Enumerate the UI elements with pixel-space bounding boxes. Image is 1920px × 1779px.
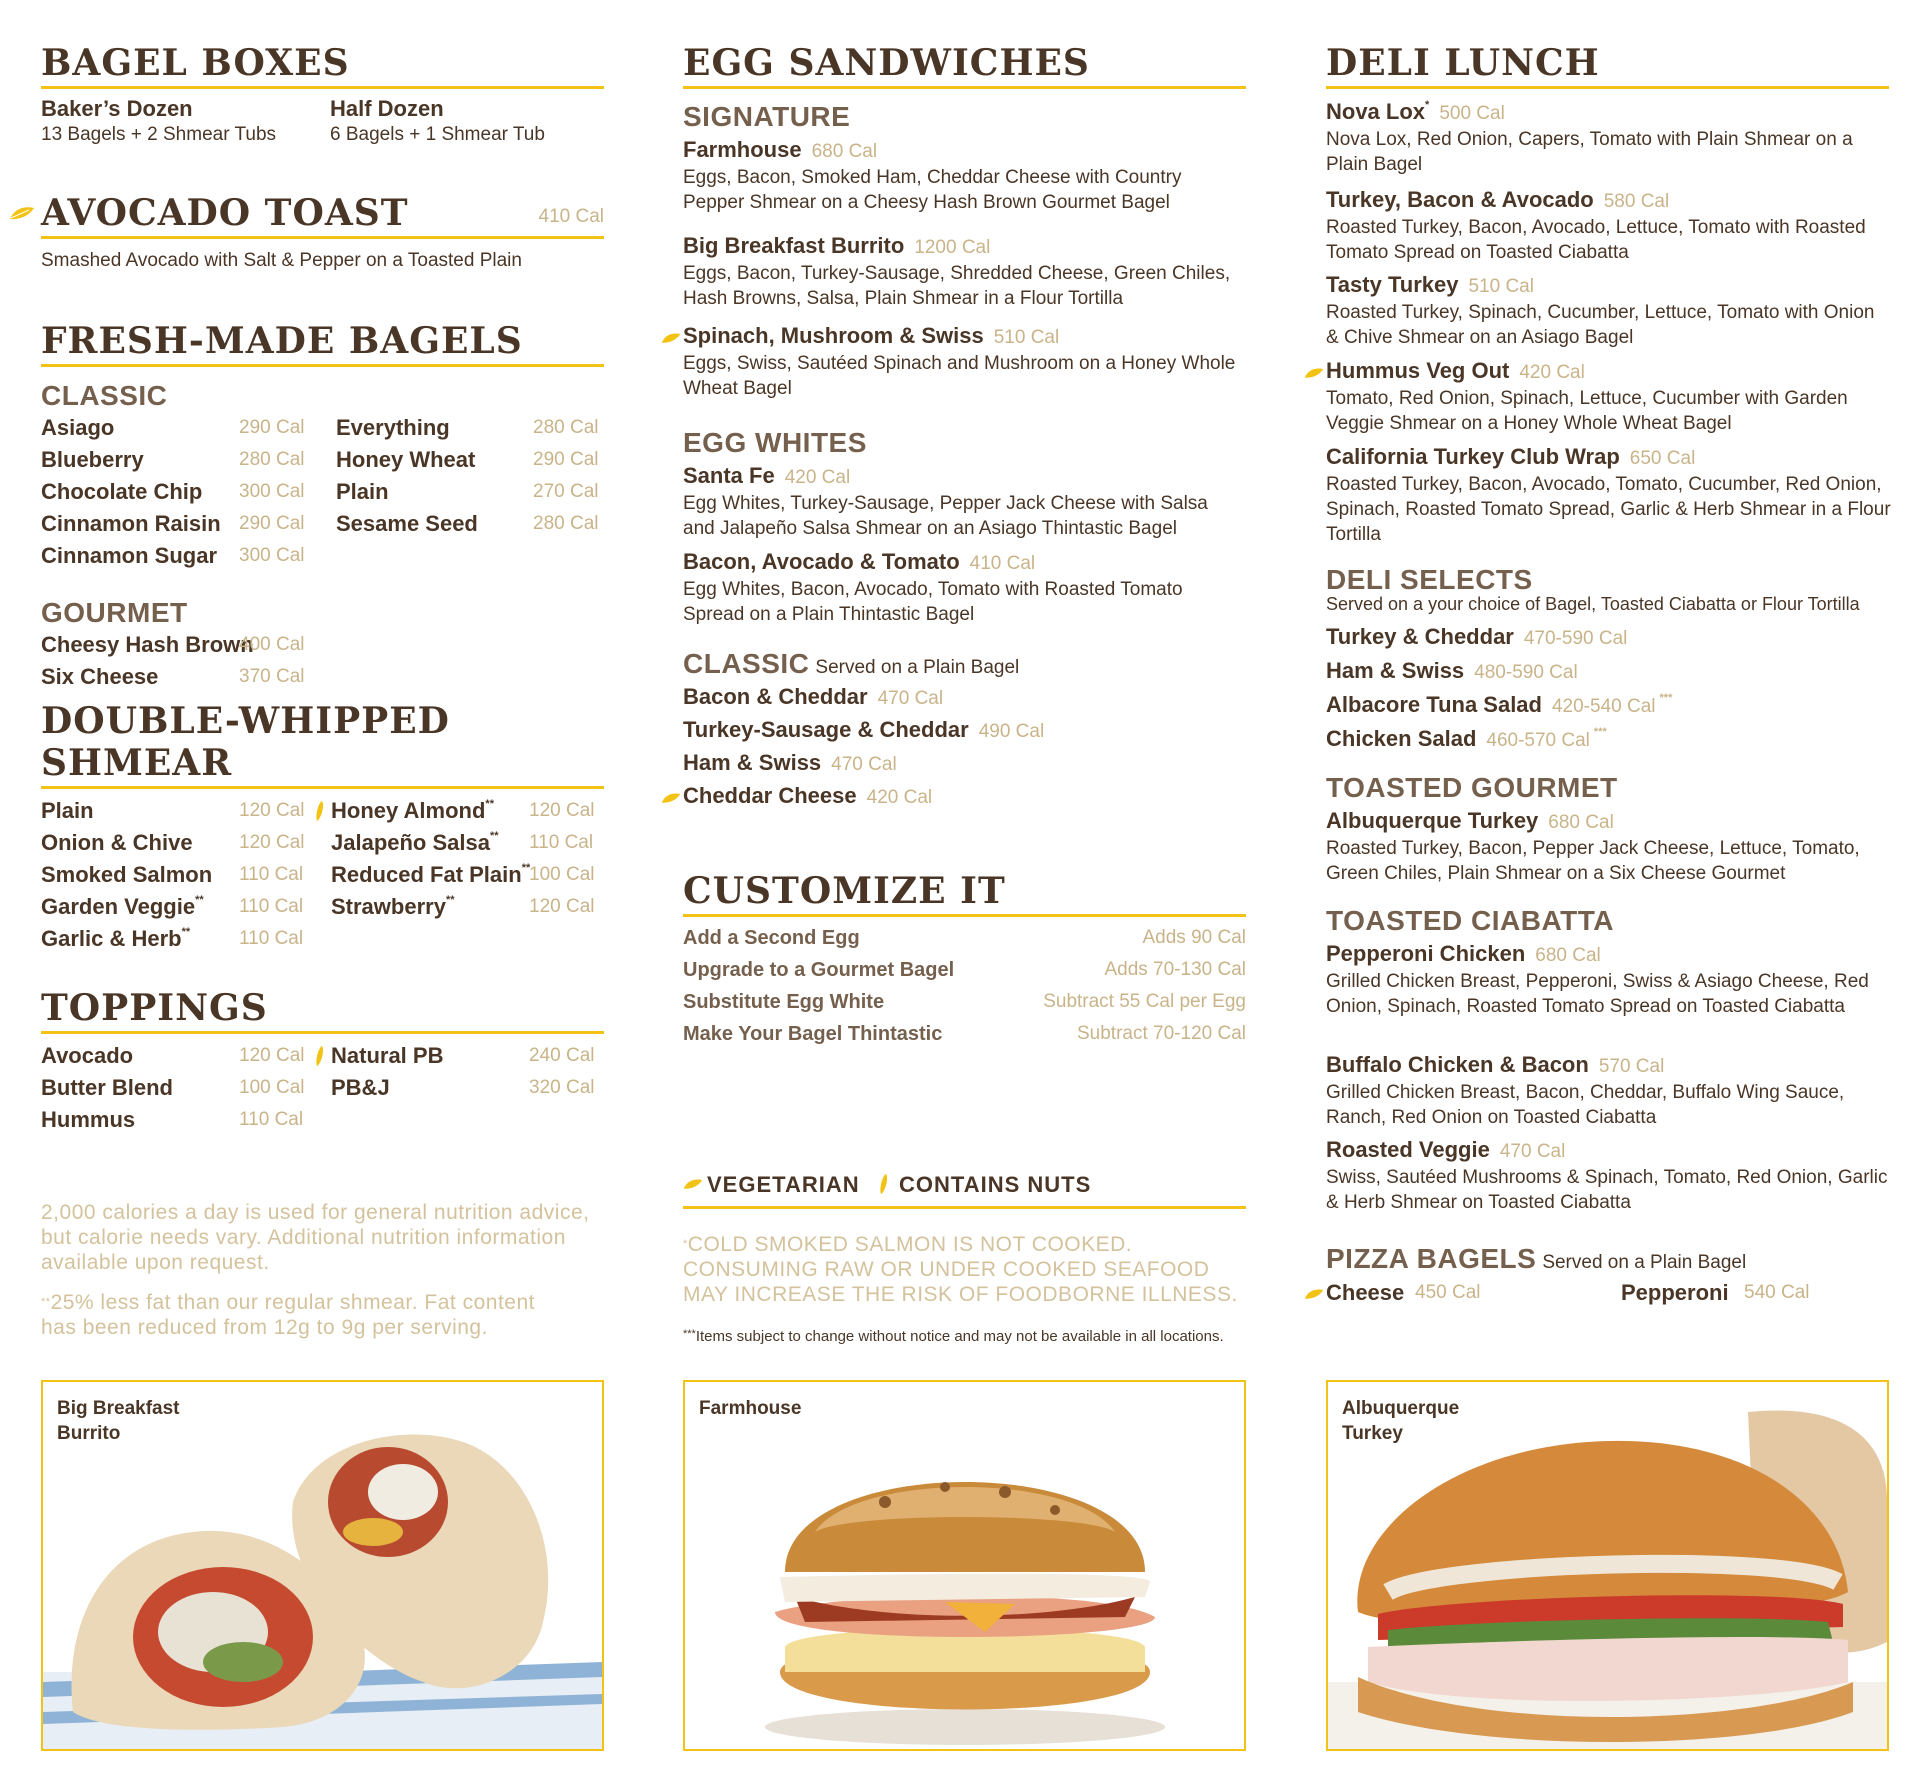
menu-item-header bbox=[1326, 726, 1607, 752]
menu-item-cal: 100 Cal bbox=[529, 864, 595, 885]
menu-item-name: Onion & Chive bbox=[41, 830, 193, 855]
menu-item-name: Turkey-Sausage & Cheddar bbox=[683, 717, 969, 742]
customize-heading: CUSTOMIZE IT bbox=[683, 868, 1246, 917]
menu-item-cal: 290 Cal bbox=[533, 449, 599, 470]
nut-icon bbox=[879, 1174, 889, 1194]
menu-item-name: Albuquerque Turkey bbox=[1326, 808, 1539, 833]
menu-item-cal: 470-590 Cal bbox=[1523, 628, 1628, 649]
toasted-ciabatta-subheading: TOASTED CIABATTA bbox=[1326, 905, 1614, 936]
menu-item-desc: Swiss, Sautéed Mushrooms & Spinach, Tomato, Red Onion, Garlic & Herb Shmear on Toasted Ciabatta bbox=[1326, 1167, 1888, 1213]
footnote-mark: ** bbox=[195, 894, 204, 906]
menu-item-name: California Turkey Club Wrap bbox=[1326, 444, 1620, 469]
menu-item-desc: Roasted Turkey, Bacon, Pepper Jack Cheese, Lettuce, Tomato, Green Chiles, Plain Shmear on a Six Cheese Gourmet bbox=[1326, 838, 1860, 884]
menu-item-header bbox=[1326, 692, 1672, 718]
toasted-gourmet-subheading: TOASTED GOURMET bbox=[1326, 772, 1618, 803]
vegetarian-leaf-icon bbox=[1304, 366, 1324, 384]
legend-vegetarian: VEGETARIAN bbox=[707, 1172, 860, 1197]
menu-item-desc: Eggs, Bacon, Smoked Ham, Cheddar Cheese with Country Pepper Shmear on a Cheesy Hash Brown Gourmet Bagel bbox=[683, 167, 1182, 213]
menu-item-header bbox=[683, 137, 877, 163]
menu-item-name: Sesame Seed bbox=[336, 511, 478, 536]
menu-item-header bbox=[1326, 187, 1669, 213]
menu-item-name: Jalapeño Salsa** bbox=[331, 830, 499, 855]
menu-item-cal: 120 Cal bbox=[529, 800, 595, 821]
menu-item-name: Roasted Veggie bbox=[1326, 1137, 1490, 1162]
nut-icon bbox=[315, 801, 325, 826]
menu-item-name: Tasty Turkey bbox=[1326, 272, 1459, 297]
menu-item-cal: 510 Cal bbox=[993, 327, 1060, 348]
photo-label: Albuquerque Turkey bbox=[1342, 1398, 1460, 1444]
menu-item-name: Everything bbox=[336, 415, 450, 440]
menu-item-name: Hummus bbox=[41, 1107, 136, 1132]
menu-item-name: Big Breakfast Burrito bbox=[683, 233, 905, 258]
menu-item-cal: 400 Cal bbox=[239, 634, 305, 655]
pizza-bagels-subheading: PIZZA BAGELS Served on a Plain Bagel bbox=[1326, 1243, 1747, 1274]
menu-item-cal: 300 Cal bbox=[239, 481, 305, 502]
signature-subheading: SIGNATURE bbox=[683, 101, 851, 132]
footnote-mark: ** bbox=[521, 862, 531, 874]
avocado-toast-cal: 410 Cal bbox=[538, 206, 604, 227]
menu-item-header bbox=[683, 549, 1035, 575]
photo-label: Farmhouse bbox=[699, 1398, 802, 1419]
menu-item-name: Ham & Swiss bbox=[683, 750, 822, 775]
footnote-mark: ** bbox=[181, 926, 191, 938]
menu-item-name: Pepperoni Chicken bbox=[1326, 941, 1526, 966]
deli-selects-note: Served on a your choice of Bagel, Toasted Ciabatta or Flour Tortilla bbox=[1326, 594, 1860, 614]
menu-item-cal: 280 Cal bbox=[239, 449, 305, 470]
menu-item-cal: 500 Cal bbox=[1439, 103, 1505, 124]
egg-sandwiches-heading: EGG SANDWICHES bbox=[683, 40, 1246, 89]
egg-whites-subheading: EGG WHITES bbox=[683, 427, 867, 458]
menu-item-cal: 680 Cal bbox=[811, 141, 878, 162]
footnote-mark: ** bbox=[489, 830, 499, 842]
menu-item-desc: Roasted Turkey, Bacon, Avocado, Tomato, Cucumber, Red Onion, Spinach, Roasted Tomato Spread, Garlic & Herb Shmear in a Flour Tortilla bbox=[1326, 474, 1891, 545]
menu-item-cal: 1200 Cal bbox=[914, 237, 991, 258]
photo-farmhouse bbox=[683, 1380, 1246, 1751]
pizza-item-name: Cheese bbox=[1326, 1280, 1405, 1305]
menu-item-cal: 100 Cal bbox=[239, 1077, 305, 1098]
menu-item-name: Garden Veggie** bbox=[41, 894, 204, 919]
menu-item-name: Hummus Veg Out bbox=[1326, 358, 1510, 383]
footnote-mark: * bbox=[1425, 99, 1430, 111]
menu-item-cal: 510 Cal bbox=[1468, 276, 1534, 297]
bagel-box-name: Half Dozen bbox=[330, 96, 444, 121]
deli-lunch-heading: DELI LUNCH bbox=[1326, 40, 1889, 89]
menu-item-name: Nova Lox bbox=[1326, 99, 1426, 124]
menu-item-cal: 580 Cal bbox=[1603, 191, 1670, 212]
menu-item-header bbox=[683, 463, 850, 489]
bagel-boxes-heading: BAGEL BOXES bbox=[41, 40, 604, 89]
menu-item-name: Plain bbox=[336, 479, 389, 504]
menu-item-header bbox=[1326, 99, 1505, 125]
menu-item-cal: 470 Cal bbox=[831, 754, 897, 775]
menu-item-name: Cheddar Cheese bbox=[683, 783, 857, 808]
menu-item-header bbox=[683, 717, 1044, 743]
menu-item-header bbox=[1326, 624, 1627, 650]
gourmet-bagels-subheading: GOURMET bbox=[41, 597, 188, 628]
avocado-toast-heading: AVOCADO TOAST 410 Cal bbox=[41, 190, 604, 239]
menu-item-name: PB&J bbox=[331, 1075, 390, 1100]
menu-item-cal: 650 Cal bbox=[1629, 448, 1696, 469]
fat-note: **25% less fat than our regular shmear. Fat content has been reduced from 12g to 9g per serving. bbox=[41, 1291, 535, 1339]
menu-item-desc: Nova Lox, Red Onion, Capers, Tomato with Plain Shmear on a Plain Bagel bbox=[1326, 129, 1853, 175]
menu-item-cal: 290 Cal bbox=[239, 513, 305, 534]
menu-item-header bbox=[683, 233, 990, 259]
menu-item-cal: 490 Cal bbox=[978, 721, 1045, 742]
salmon-warning: *COLD SMOKED SALMON IS NOT COOKED. CONSUMING RAW OR UNDER COOKED SEAFOOD MAY INCREASE THE RISK OF FOODBORNE ILLNESS. bbox=[683, 1233, 1238, 1306]
menu-item-desc: Tomato, Red Onion, Spinach, Lettuce, Cucumber with Garden Veggie Shmear on a Honey Whole Wheat Bagel bbox=[1326, 388, 1848, 434]
nutrition-note: 2,000 calories a day is used for general nutrition advice, but calorie needs vary. Additional nutrition information available upon request. bbox=[41, 1201, 590, 1274]
legend-bar bbox=[683, 1166, 1246, 1209]
menu-item-name: Santa Fe bbox=[683, 463, 775, 488]
menu-item-cal: 280 Cal bbox=[533, 417, 599, 438]
menu-item-cal: 110 Cal bbox=[239, 928, 304, 949]
menu-item-cal: 460-570 Cal bbox=[1486, 730, 1590, 751]
menu-item-cal: 680 Cal bbox=[1535, 945, 1601, 966]
menu-item-name: Asiago bbox=[41, 415, 115, 440]
menu-item-name: Bacon, Avocado & Tomato bbox=[683, 549, 960, 574]
menu-item-name: Cheesy Hash Brown bbox=[41, 632, 254, 657]
menu-item-header bbox=[683, 684, 943, 710]
menu-item-cal: 570 Cal bbox=[1598, 1056, 1665, 1077]
menu-item-cal: 110 Cal bbox=[529, 832, 594, 853]
menu-item-header bbox=[1326, 658, 1578, 684]
menu-item-cal: 300 Cal bbox=[239, 545, 305, 566]
menu-item-cal: 270 Cal bbox=[533, 481, 599, 502]
menu-item-name: Turkey & Cheddar bbox=[1326, 624, 1514, 649]
vegetarian-leaf-icon bbox=[9, 206, 35, 220]
menu-item-name: Avocado bbox=[41, 1043, 134, 1068]
menu-item-header bbox=[1326, 808, 1614, 834]
fresh-bagels-heading: FRESH-MADE BAGELS bbox=[41, 318, 604, 367]
menu-item-name: Bacon & Cheddar bbox=[683, 684, 868, 709]
vegetarian-leaf-icon bbox=[683, 1178, 709, 1192]
menu-item-header bbox=[1326, 1052, 1664, 1078]
menu-item-cal: 320 Cal bbox=[529, 1077, 595, 1098]
menu-item-desc: Roasted Turkey, Spinach, Cucumber, Lettuce, Tomato with Onion & Chive Shmear on an Asiago Bagel bbox=[1326, 302, 1875, 348]
menu-item-name: Chicken Salad bbox=[1326, 726, 1477, 751]
menu-item-name: Spinach, Mushroom & Swiss bbox=[683, 323, 984, 348]
menu-item-name: Chocolate Chip bbox=[41, 479, 203, 504]
menu-item-name: Blueberry bbox=[41, 447, 144, 472]
menu-item-name: Cinnamon Raisin bbox=[41, 511, 221, 536]
menu-item-cal: 470 Cal bbox=[1499, 1141, 1566, 1162]
menu-item-cal: 470 Cal bbox=[877, 688, 944, 709]
menu-item-name: Ham & Swiss bbox=[1326, 658, 1465, 683]
footnote-mark: *** bbox=[1659, 692, 1673, 704]
menu-item-header bbox=[1326, 444, 1695, 470]
menu-item-desc: Egg Whites, Bacon, Avocado, Tomato with Roasted Tomato Spread on a Plain Thintastic Bagel bbox=[683, 579, 1183, 625]
menu-item-cal: 110 Cal bbox=[239, 864, 304, 885]
shmear-heading: DOUBLE-WHIPPED SHMEAR bbox=[41, 740, 604, 789]
menu-item-header bbox=[1326, 941, 1601, 967]
menu-item-cal: 240 Cal bbox=[529, 1045, 595, 1066]
bagel-box-desc: 13 Bagels + 2 Shmear Tubs bbox=[41, 124, 277, 145]
customize-item-name: Substitute Egg White bbox=[683, 991, 885, 1013]
menu-item-header bbox=[1326, 1137, 1565, 1163]
menu-item-cal: 120 Cal bbox=[239, 832, 305, 853]
menu-item-name: Butter Blend bbox=[41, 1075, 173, 1100]
menu-item-name: Buffalo Chicken & Bacon bbox=[1326, 1052, 1589, 1077]
menu-item-header bbox=[683, 750, 897, 776]
avocado-toast-desc: Smashed Avocado with Salt & Pepper on a Toasted Plain bbox=[41, 250, 522, 271]
photo-albuquerque-turkey bbox=[1326, 1380, 1889, 1751]
menu-item-desc: Eggs, Swiss, Sautéed Spinach and Mushroom on a Honey Whole Wheat Bagel bbox=[683, 353, 1236, 399]
change-note: ***Items subject to change without notice and may not be available in all locations. bbox=[683, 1328, 1224, 1345]
pizza-item-name: Pepperoni bbox=[1621, 1280, 1729, 1305]
customize-item-name: Add a Second Egg bbox=[683, 927, 860, 949]
menu-item-name: Turkey, Bacon & Avocado bbox=[1326, 187, 1594, 212]
nut-icon bbox=[315, 1046, 325, 1071]
footnote-mark: ** bbox=[445, 894, 455, 906]
menu-item-name: Six Cheese bbox=[41, 664, 159, 689]
classic-egg-subheading: CLASSIC Served on a Plain Bagel bbox=[683, 648, 1020, 679]
menu-item-cal: 120 Cal bbox=[529, 896, 595, 917]
menu-item-header bbox=[683, 783, 932, 809]
customize-item-name: Upgrade to a Gourmet Bagel bbox=[683, 959, 955, 981]
customize-item-name: Make Your Bagel Thintastic bbox=[683, 1023, 943, 1045]
menu-item-name: Albacore Tuna Salad bbox=[1326, 692, 1542, 717]
customize-item-cal: Subtract 70-120 Cal bbox=[1077, 1023, 1246, 1044]
menu-item-desc: Grilled Chicken Breast, Pepperoni, Swiss & Asiago Cheese, Red Onion, Spinach, Roasted Tomato Spread on Toasted Ciabatta bbox=[1326, 971, 1869, 1017]
menu-item-cal: 120 Cal bbox=[239, 800, 305, 821]
vegetarian-leaf-icon bbox=[661, 331, 681, 349]
bagel-box-desc: 6 Bagels + 1 Shmear Tub bbox=[330, 124, 545, 145]
pizza-item-cal: 540 Cal bbox=[1744, 1282, 1810, 1303]
menu-item-header bbox=[1326, 272, 1534, 298]
menu-item-desc: Egg Whites, Turkey-Sausage, Pepper Jack Cheese with Salsa and Jalapeño Salsa Shmear on an Asiago Thintastic Bagel bbox=[683, 493, 1208, 539]
menu-item-name: Honey Almond** bbox=[331, 798, 494, 823]
menu-item-cal: 370 Cal bbox=[239, 666, 305, 687]
customize-item-cal: Adds 70-130 Cal bbox=[1104, 959, 1246, 980]
menu-item-cal: 290 Cal bbox=[239, 417, 305, 438]
menu-item-name: Strawberry** bbox=[331, 894, 455, 919]
menu-item-name: Cinnamon Sugar bbox=[41, 543, 218, 568]
menu-item-name: Smoked Salmon bbox=[41, 862, 213, 887]
menu-item-cal: 280 Cal bbox=[533, 513, 599, 534]
deli-selects-subheading: DELI SELECTS bbox=[1326, 564, 1533, 595]
toppings-heading: TOPPINGS bbox=[41, 985, 604, 1034]
photo-label: Big Breakfast Burrito bbox=[57, 1398, 180, 1444]
menu-item-desc: Eggs, Bacon, Turkey-Sausage, Shredded Cheese, Green Chiles, Hash Browns, Salsa, Plain Shmear in a Flour Tortilla bbox=[683, 263, 1231, 309]
menu-item-name: Reduced Fat Plain** bbox=[331, 862, 531, 887]
menu-item-name: Honey Wheat bbox=[336, 447, 476, 472]
menu-item-cal: 410 Cal bbox=[969, 553, 1036, 574]
menu-item-name: Plain bbox=[41, 798, 94, 823]
footnote-mark: *** bbox=[1593, 726, 1607, 738]
menu-item-cal: 420 Cal bbox=[1519, 362, 1585, 383]
menu-item-cal: 120 Cal bbox=[239, 1045, 305, 1066]
menu-item-name: Garlic & Herb** bbox=[41, 926, 191, 951]
menu-item-desc: Roasted Turkey, Bacon, Avocado, Lettuce, Tomato with Roasted Tomato Spread on Toasted Ciabatta bbox=[1326, 217, 1866, 263]
menu-item-cal: 110 Cal bbox=[239, 1109, 304, 1130]
classic-bagels-subheading: CLASSIC bbox=[41, 380, 168, 411]
menu-item-cal: 110 Cal bbox=[239, 896, 304, 917]
menu-item-cal: 420 Cal bbox=[784, 467, 851, 488]
customize-item-cal: Subtract 55 Cal per Egg bbox=[1043, 991, 1246, 1012]
customize-item-cal: Adds 90 Cal bbox=[1142, 927, 1246, 948]
menu-item-name: Farmhouse bbox=[683, 137, 802, 162]
menu-item-header bbox=[683, 323, 1059, 349]
pizza-item-cal: 450 Cal bbox=[1415, 1282, 1481, 1303]
menu-item-desc: Grilled Chicken Breast, Bacon, Cheddar, Buffalo Wing Sauce, Ranch, Red Onion on Toasted Ciabatta bbox=[1326, 1082, 1845, 1128]
farmhouse-sandwich-illustration bbox=[685, 1382, 1244, 1749]
vegetarian-leaf-icon bbox=[661, 791, 681, 809]
photo-big-breakfast-burrito bbox=[41, 1380, 604, 1751]
menu-item-name: Natural PB bbox=[331, 1043, 444, 1068]
menu-item-cal: 680 Cal bbox=[1548, 812, 1614, 833]
menu-item-cal: 420 Cal bbox=[866, 787, 933, 808]
menu-item-header bbox=[1326, 358, 1585, 384]
menu-item-cal: 420-540 Cal bbox=[1551, 696, 1656, 717]
legend-contains-nuts: CONTAINS NUTS bbox=[899, 1172, 1092, 1197]
bagel-box-name: Baker’s Dozen bbox=[41, 96, 193, 121]
menu-item-cal: 480-590 Cal bbox=[1474, 662, 1578, 683]
footnote-mark: ** bbox=[485, 798, 494, 810]
